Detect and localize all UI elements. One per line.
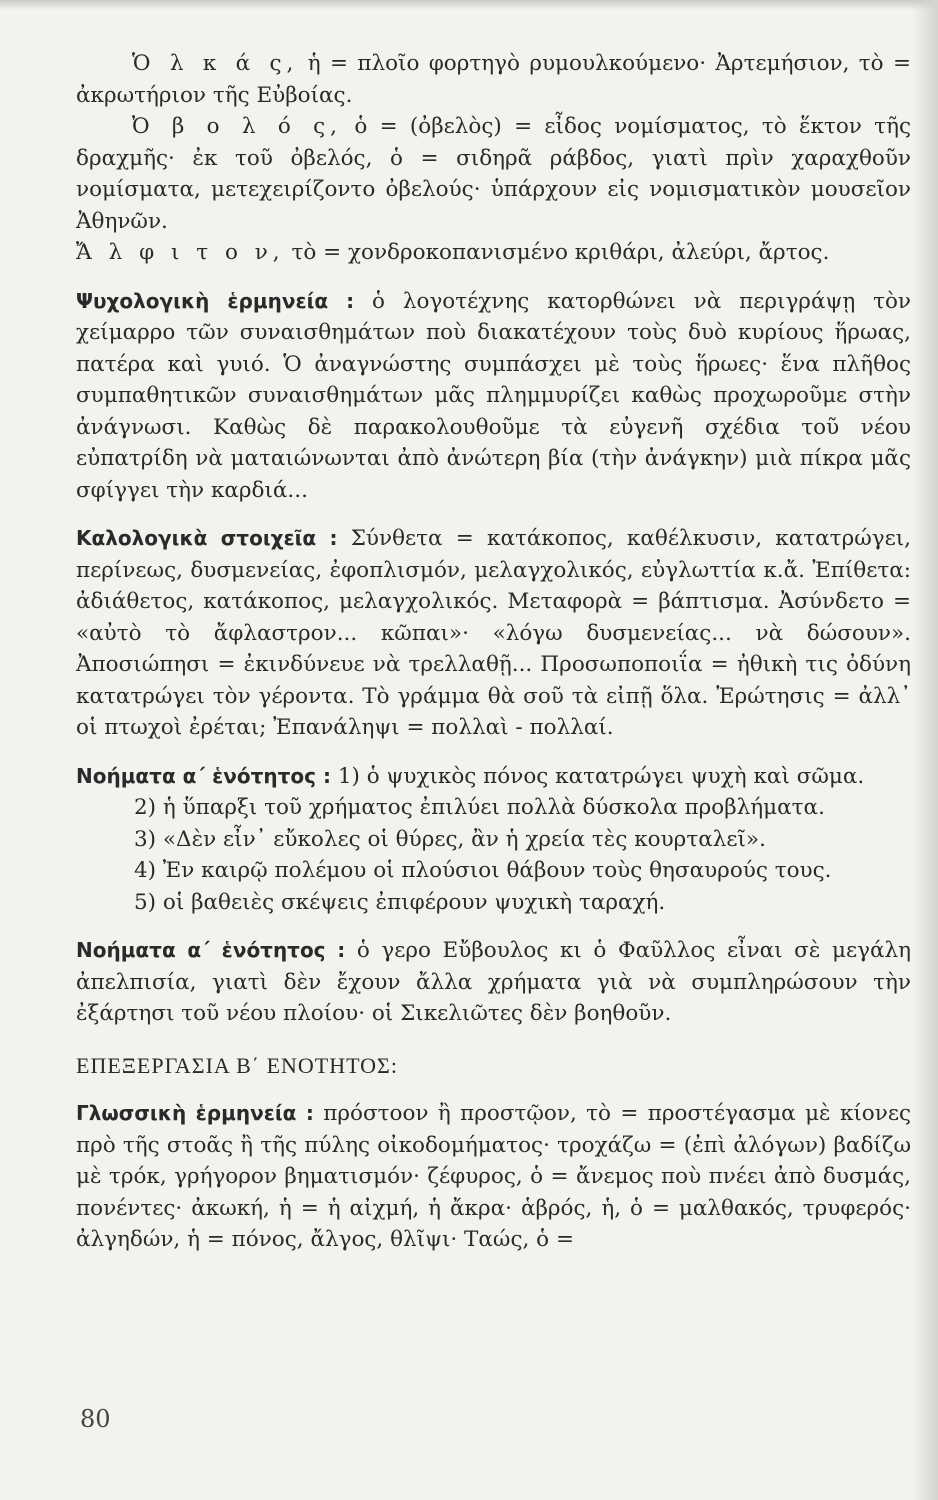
aesthetic-elements — [76, 523, 911, 744]
section-heading: Ψυχολογικὴ ἑρμηνεία : — [76, 288, 355, 313]
glossary-entry-olkas — [76, 48, 911, 111]
glossary-definition: ὁ = (ὀβελὸς) = εἶδος νομίσματος, τὸ ἕκτον τῆς δραχμῆς· ἐκ τοῦ ὀβελός, ὁ = σιδηρᾶ ράβδος, γιατὶ πρὶν χαραχθοῦν νομίσματα, μετεχειρίζοντο ὀβελούς· ὑπάρχουν εἰς νομισματικὸν μουσεῖον Ἀθηνῶν. — [76, 114, 911, 234]
section-heading: Καλολογικὰ στοιχεῖα : — [76, 526, 338, 550]
section-text: πρόστοον ἢ προστῷον, τὸ = προστέγασμα μὲ κίονες πρὸ τῆς στοᾶς ἢ τῆς πύλης οἰκοδομήματος· τροχάζω = (ἐπὶ ἀλόγων) βαδίζω μὲ τρόκ, γρήγορον βηματισμόν· ζέφυρος, ὁ = ἄνεμος ποὺ πνέει ἀπὸ δυσμάς, πονέντες· ἀκωκή, ἡ = ἡ αἰχμή, ἡ ἄκρα· ἁβρός, ἡ, ὁ = μαλθακός, τρυφερός· ἀλγηδών, ἡ = πόνος, ἄλγος, θλῖψι· Ταώς, ὁ = — [76, 1101, 912, 1252]
glossary-entry-alphiton — [76, 237, 911, 269]
section-title: ΕΠΕΞΕΡΓΑΣΙΑ Β΄ ΕΝΟΤΗΤΟΣ: — [76, 1052, 398, 1078]
section-heading: Γλωσσικὴ ἑρμηνεία : — [76, 1101, 314, 1125]
page-body — [76, 48, 911, 1256]
notion-item: 5) οἱ βαθειὲς σκέψεις ἐπιφέρουν ψυχικὴ ταραχή. — [134, 889, 666, 915]
notion-item: 3) «Δὲν εἶν᾿ εὔκολες οἱ θύρες, ἂν ἡ χρεία τὲς κουρταλεῖ». — [134, 826, 766, 852]
section-text: ὁ γερο Εὔβουλος κι ὁ Φαῦλλος εἶναι σὲ μεγάλη ἀπελπισία, γιατὶ δὲν ἔχουν ἄλλα χρήματα γιὰ νὰ συμπληρώσουν τὴν ἐξάρτησι τοῦ νέου πλοίου· οἱ Σικελιῶτες δὲν βοηθοῦν. — [76, 938, 911, 1026]
glossary-term: Ὁ λ κ ά ς, — [132, 51, 299, 76]
glossary-definition: τὸ = χονδροκοπανισμένο κριθάρι, ἀλεύρι, ἄρτος. — [291, 240, 830, 265]
scan-right-edge — [912, 0, 938, 1500]
glossary-term: Ἄ λ φ ι τ ο ν, — [76, 240, 285, 265]
glossary-term: Ὀ β ο λ ό ς, — [132, 114, 342, 139]
linguistic-interpretation — [76, 1098, 911, 1256]
page-number: 80 — [80, 1405, 111, 1433]
glossary-definition: ἡ = πλοῖο φορτηγὸ ρυμουλκούμενο· Ἀρτεμήσιον, τὸ = ἀκρωτήριον τῆς Εὐβοίας. — [76, 51, 911, 108]
notion-item: 1) ὁ ψυχικὸς πόνος κατατρώγει ψυχὴ καὶ σῶμα. — [337, 763, 865, 789]
notion-item: 2) ἡ ὕπαρξι τοῦ χρήματος ἐπιλύει πολλὰ δύσκολα προβλήματα. — [134, 795, 825, 820]
psychological-interpretation — [76, 286, 911, 507]
glossary-entry-obolos — [76, 111, 911, 237]
notion-item: 4) Ἐν καιρῷ πολέμου οἱ πλούσιοι θάβουν τοὺς θησαυρούς τους. — [134, 858, 832, 883]
section-text: Σύνθετα = κατάκοπος, καθέλκυσιν, κατατρώγει, περίνεως, δυσμενείας, ἐφοπλισμόν, μελαγχολικός, εὐγλωττία κ.ἄ. Ἐπίθετα: ἀδιάθετος, κατάκοπος, μελαγχολικός. Μεταφορὰ = βάπτισμα. Ἀσύνδετο = «αὐτὸ τὸ ἄφλαστρον... κῶπαι»· «λόγω δυσμενείας... νὰ δώσουν». Ἀποσιώπησι = ἐκινδύνευε νὰ τρελλαθῇ... Προσωποποιΐα = ἠθικὴ τις ὀδύνη κατατρώγει τὸν γέροντα. Τὸ γράμμα θὰ σοῦ τὰ εἰπῇ ὅλα. Ἐρώτησις = ἀλλ᾿ οἱ πτωχοὶ ἐρέται; Ἐπανάληψι = πολλαὶ - πολλαί. — [76, 526, 911, 740]
notions-first-unit — [76, 761, 911, 793]
section-heading: Νοήματα α΄ ἑνότητος : — [76, 763, 331, 788]
scan-top-edge — [0, 0, 938, 10]
notions-first-unit-summary — [76, 935, 911, 1030]
section-text: ὁ λογοτέχνης κατορθώνει νὰ περιγράψῃ τὸν χείμαρρο τῶν συναισθημάτων ποὺ διακατέχουν τοὺς δυὸ κυρίους ἥρωας, πατέρα καὶ γυιό. Ὁ ἀναγνώστης συμπάσχει μὲ τοὺς ἥρωες· ἕνα πλῆθος συμπαθητικῶν συναισθημάτων μᾶς πλημμυρίζει καθὼς προχωροῦμε στὴν ἀνάγνωσι. Καθὼς δὲ παρακολουθοῦμε τὰ εὐγενῆ σχέδια τοῦ νέου εὐπατρίδη νὰ ματαιώνωνται ἀπὸ ἀνώτερη βία (τὴν ἀνάγκην) μιὰ πίκρα μᾶς σφίγγει τὴν καρδιά... — [76, 288, 912, 503]
section-heading: Νοήματα α΄ ἑνότητος : — [76, 938, 346, 962]
